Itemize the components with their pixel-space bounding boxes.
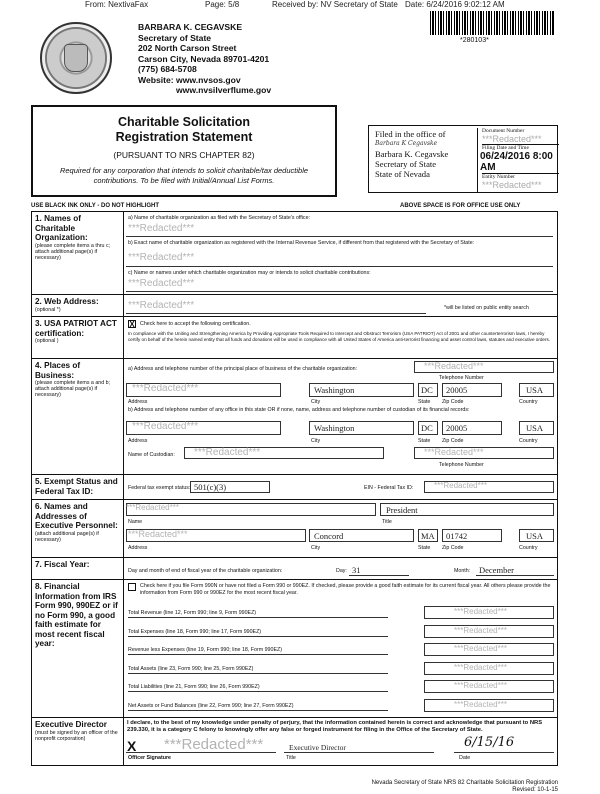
footer: Nevada Secretary of State NRS 82 Charitable Solicitation Registration Revised: 10-1-15: [371, 780, 558, 793]
section-exempt: 5. Exempt Status and Federal Tax ID: Federal tax exempt status: 501(c)(3) EIN - Federal Tax ID: ***Redacted***: [32, 475, 557, 500]
financial-line-value[interactable]: ***Redacted***: [454, 607, 507, 616]
ein[interactable]: ***Redacted***: [434, 481, 487, 490]
state-seal-icon: [40, 22, 112, 94]
office-website: Website: www.nvsos.gov: [138, 74, 241, 85]
section-web: 2. Web Address: (optional *) ***Redacted*** *will be listed on public entity search: [32, 295, 557, 317]
registration-form: [31, 211, 558, 766]
org-name[interactable]: ***Redacted***: [128, 223, 195, 234]
solicit-name[interactable]: ***Redacted***: [128, 278, 195, 289]
officer-signature[interactable]: ***Redacted***: [164, 736, 264, 753]
personnel-state[interactable]: MA: [421, 531, 435, 541]
financial-line-value[interactable]: ***Redacted***: [454, 662, 507, 672]
office-role: Secretary of State: [138, 32, 212, 43]
office-state-nv[interactable]: DC: [421, 423, 433, 433]
filing-date: 06/24/2016 8:00 AM: [480, 151, 553, 173]
title-pursuant: (PURSUANT TO NRS CHAPTER 82): [113, 150, 255, 160]
personnel-city[interactable]: Concord: [314, 531, 344, 541]
principal-state[interactable]: DC: [421, 385, 433, 395]
barcode: [430, 11, 555, 35]
office-city-nv[interactable]: Washington: [314, 423, 355, 433]
personnel-name[interactable]: ***Redacted***: [126, 503, 179, 512]
filed-details: Document Number ***Redacted*** Filing Date and Time 06/24/2016 8:00 AM Entity Number ***Redacted***: [477, 128, 559, 192]
financial-line-label: Total Liabilities (line 21, Form 990; line 26, Form 990EZ): [128, 684, 260, 690]
title-note: Required for any corporation that intends to solicit charitable/tax deductible contributions. To be filed with Initial/Annual List Forms.: [59, 166, 309, 185]
title-line2: Registration Statement: [115, 130, 253, 144]
office-zip-nv[interactable]: 20005: [446, 423, 468, 433]
section-names: 1. Names of Charitable Organization: (please complete items a thru c; attach additional page(s) if necessary) a) Name of charitable organization as filed with the Secretary of State's office: ***Redacted*** b) Exact name of charitable organization as registered with the Internal Revenue Service, if different from that registered with the Secretary of State: ***Redacted*** c) Name or names under which charitable organization may or intends to solicit charitable contributions: ***Redacted***: [32, 212, 557, 295]
office-address-nv[interactable]: ***Redacted***: [132, 421, 199, 432]
financial-line-label: Total Assets (line 23, Form 990; line 25, Form 990EZ): [128, 665, 254, 672]
financial-line-value[interactable]: ***Redacted***: [454, 625, 507, 635]
office-address: [138, 22, 271, 96]
personnel-country[interactable]: USA: [526, 531, 544, 541]
title-box: [31, 105, 337, 197]
office-country-nv[interactable]: USA: [526, 423, 544, 433]
custodian-name[interactable]: ***Redacted***: [194, 447, 261, 458]
principal-city[interactable]: Washington: [314, 385, 355, 395]
patriot-checkbox[interactable]: X: [129, 320, 135, 329]
principal-country[interactable]: USA: [526, 385, 544, 395]
office-street: 202 North Carson Street: [138, 43, 237, 53]
office-name: BARBARA K. CEGAVSKE: [138, 22, 243, 32]
document-number: ***Redacted***: [482, 134, 542, 144]
custodian-phone[interactable]: ***Redacted***: [424, 447, 484, 457]
office-website2: www.nvsilverflume.gov: [176, 85, 272, 95]
financial-line-value[interactable]: ***Redacted***: [454, 681, 507, 690]
signature-date[interactable]: 6/15/16: [464, 735, 515, 750]
section-patriot: 3. USA PATRIOT ACT certification: (optional ) X Check here to accept the following certification. In compliance with the Uniting and Strengthening America by Providing Appropriate Tools Required to Intercept and Obstruct Terrorism (USA PATRIOT) Act of 2001 and other counterterrorism laws, I hereby certify on behalf of the herein named entity that all funds and donations will be used in compliance with all United States of America anti-terrorist financing and asset control laws, statutes and executive orders.: [32, 317, 557, 359]
personnel-address[interactable]: ***Redacted***: [128, 529, 188, 539]
fax-received: Received by: NV Secretary of State: [272, 0, 398, 9]
exempt-status[interactable]: 501(c)(3): [194, 482, 227, 492]
signature-x: X: [127, 738, 137, 754]
financial-line-value[interactable]: ***Redacted***: [454, 699, 507, 709]
personnel-title[interactable]: President: [386, 505, 418, 515]
section-fiscal: 7. Fiscal Year: Day and month of end of fiscal year of the charitable organization: Day: 31 Month: December: [32, 558, 557, 580]
filed-stamp: [368, 125, 558, 193]
financial-line-label: Total Revenue (line 12, Form 990; line 9, Form 990EZ): [128, 610, 257, 616]
web-address[interactable]: ***Redacted***: [128, 300, 195, 311]
entity-number: ***Redacted***: [482, 180, 542, 190]
above-space: ABOVE SPACE IS FOR OFFICE USE ONLY: [400, 203, 521, 209]
section-places: 4. Places of Business: (please complete items a and b; attach additional page(s) if necessary) a) Address and telephone number of the principal place of business of the charitable organization: ***Redacted*** Telephone Number ***Redacted*** Washington DC 20005 USA Address City State Zip Code Country b) Address and telephone number of any office in this state OR if none, name, address and telephone number of custodian of its financial records: ***Redacted*** Washington DC 20005 USA Address City State Zip Code Country Name of Custodian: ***Redacted*** ***Redacted*** Telephone Number: [32, 359, 557, 475]
use-black-ink: USE BLACK INK ONLY - DO NOT HIGHLIGHT: [31, 203, 160, 209]
principal-zip[interactable]: 20005: [446, 385, 468, 395]
fiscal-month[interactable]: December: [479, 565, 514, 575]
barcode-number: *280103*: [460, 37, 489, 44]
principal-address[interactable]: ***Redacted***: [132, 383, 199, 394]
title-line1: Charitable Solicitation: [118, 115, 250, 129]
financial-line-label: Net Assets or Fund Balances (line 22, Form 990; line 27, Form 990EZ): [128, 702, 294, 709]
principal-phone[interactable]: ***Redacted***: [424, 361, 484, 371]
filed-office: Filed in the office of Barbara K Cegavske Barbara K. Cegavske Secretary of State State of Nevada: [375, 129, 453, 179]
irs-name[interactable]: ***Redacted***: [128, 252, 195, 263]
fax-page: Page: 5/8: [205, 0, 240, 9]
office-city: Carson City, Nevada 89701-4201: [138, 53, 270, 64]
section-financial: 8. Financial Information from IRS Form 990, 990EZ or if no Form 990, a good faith estimate for most recent fiscal year: Check here if you file Form 990N or have not filed a Form 990 or 990EZ. If checked, please provide a good faith estimate for its current fiscal year. All others please provide the information from Form 990 or 990EZ for the most recent fiscal year. Total Revenue (line 12, Form 990; line 9, Form 990EZ) ***Redacted*** Total Expenses (line 18, Form 990; line 17, Form 990EZ) ***Redacted*** Revenue less Expenses (line 19, Form 990; line 18, Form 990EZ) ***Redacted*** Total Assets (line 23, Form 990; line 25, Form 990EZ) ***Redacted*** Total Liabilities (line 21, Form 990; line 26, Form 990EZ) ***Redacted*** Net Assets or Fund Balances (line 22, Form 990; line 27, Form 990EZ) ***Redacted***: [32, 580, 557, 718]
personnel-zip[interactable]: 01742: [446, 531, 468, 541]
officer-title[interactable]: Executive Director: [289, 743, 346, 752]
financial-line-label: Total Expenses (line 18, Form 990; line 17, Form 990EZ): [128, 628, 262, 635]
financial-line-label: Revenue less Expenses (line 19, Form 990; line 18, Form 990EZ): [128, 647, 282, 653]
fax-from: From: NextivaFax: [85, 0, 149, 9]
990n-checkbox[interactable]: [128, 583, 136, 591]
office-phone: (775) 684-5708: [138, 64, 197, 74]
section-signature: Executive Director (must be signed by an officer of the nonprofit corporation) I declare, to the best of my knowledge under penalty of perjury, that the information contained herein is correct and acknowledge that pursuant to NRS 239.330, it is a category C felony to knowingly offer any false or forged instrument for filing in the Office of the Secretary of State. X ***Redacted*** Officer Signature Executive Director Title 6/15/16 Date: [32, 718, 557, 765]
filed-signature: Barbara K Cegavske: [375, 140, 438, 147]
financial-line-value[interactable]: ***Redacted***: [454, 644, 507, 653]
fax-date: Date: 6/24/2016 9:02:12 AM: [405, 0, 505, 9]
section-personnel: 6. Names and Addresses of Executive Personnel: (attach additional page(s) if necessary) ***Redacted*** President Name Title ***Redacted*** Concord MA 01742 USA Address City State Zip Code Country: [32, 500, 557, 558]
fiscal-day[interactable]: 31: [352, 565, 361, 575]
